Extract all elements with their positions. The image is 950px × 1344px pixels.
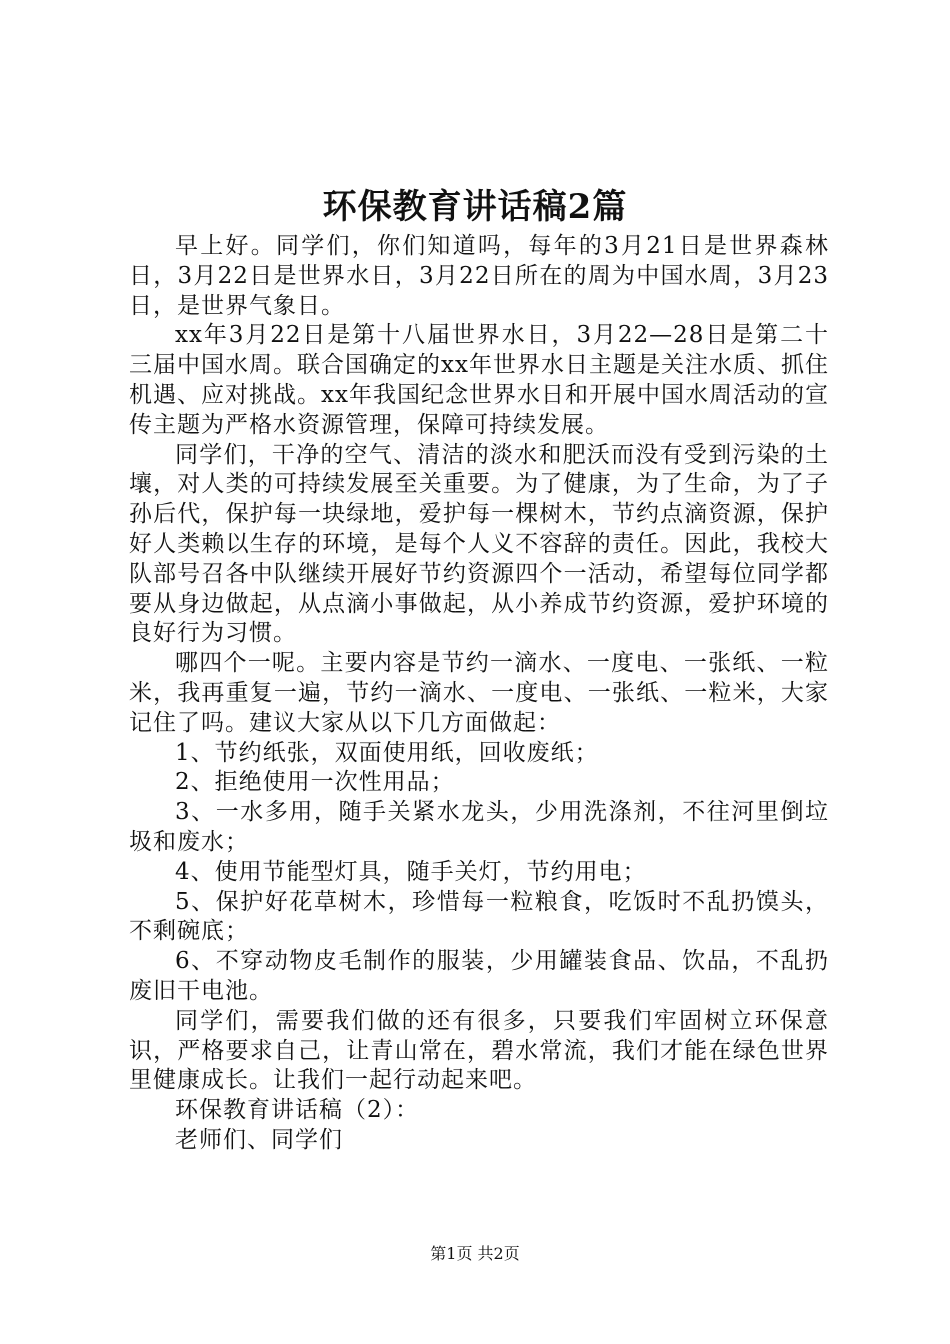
page-footer: 第1页 共2页 <box>430 1244 520 1263</box>
paragraph: xx年3月22日是第十八届世界水日，3月22—28日是第二十三届中国水周。联合国确定的xx年世界水日主题是关注水质、抓住机遇、应对挑战。xx年我国纪念世界水日和开展中国水周活动的宣传主题为严格水资源管理，保障可持续发展。 <box>129 322 829 438</box>
paragraph: 同学们，干净的空气、清洁的淡水和肥沃而没有受到污染的土壤，对人类的可持续发展至关重要。为了健康，为了生命，为了子孙后代，保护每一块绿地，爱护每一棵树木，节约点滴资源，保护好人类赖以生存的环境，是每个人义不容辞的责任。因此，我校大队部号召各中队继续开展好节约资源四个一活动，希望每位同学都要从身边做起，从点滴小事做起，从小养成节约资源，爱护环境的良好行为习惯。 <box>129 441 829 647</box>
paragraph: 哪四个一呢。主要内容是节约一滴水、一度电、一张纸、一粒米，我再重复一遍，节约一滴水、一度电、一张纸、一粒米，大家记住了吗。建议大家从以下几方面做起： <box>129 650 829 736</box>
list-item: 2、拒绝使用一次性用品； <box>175 769 455 796</box>
document-body <box>129 232 829 1156</box>
section-heading: 环保教育讲话稿（2）： <box>175 1097 420 1124</box>
list-item: 5、保护好花草树木，珍惜每一粒粮食，吃饭时不乱扔馍头，不剩碗底； <box>129 888 829 945</box>
list-item: 3、一水多用，随手关紧水龙头，少用洗涤剂，不往河里倒垃圾和废水； <box>129 799 829 855</box>
paragraph: 早上好。同学们，你们知道吗，每年的3月21日是世界森林日，3月22日是世界水日，3月22日所在的周为中国水周，3月23日，是世界气象日。 <box>129 233 829 319</box>
paragraph: 同学们，需要我们做的还有很多，只要我们牢固树立环保意识，严格要求自己，让青山常在，碧水常流，我们才能在绿色世界里健康成长。让我们一起行动起来吧。 <box>129 1007 829 1094</box>
document-title: 环保教育讲话稿2篇 <box>322 187 628 227</box>
list-item: 4、使用节能型灯具，随手关灯，节约用电； <box>175 858 647 885</box>
list-item: 6、不穿动物皮毛制作的服装，少用罐装食品、饮品，不乱扔废旧干电池。 <box>129 948 829 1004</box>
list-item: 1、节约纸张，双面使用纸，回收废纸； <box>175 739 599 766</box>
salutation: 老师们、同学们 <box>175 1126 343 1153</box>
